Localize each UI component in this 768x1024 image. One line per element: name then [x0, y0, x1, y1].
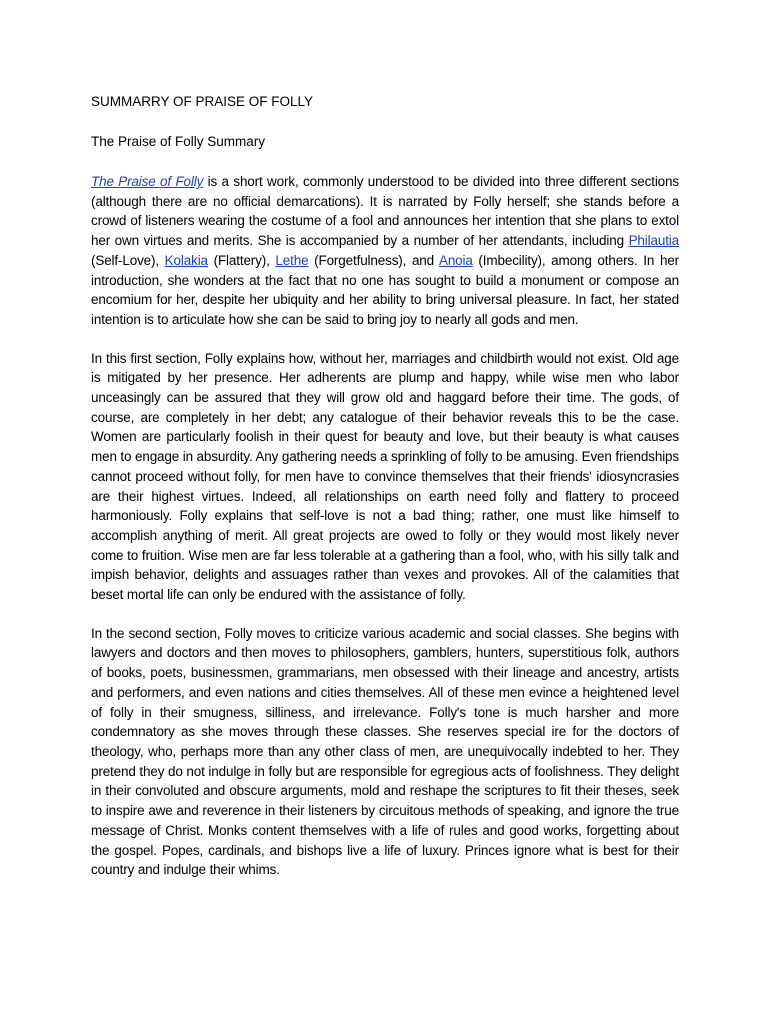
document-subtitle: The Praise of Folly Summary [91, 134, 266, 149]
paragraph-first-section: In this first section, Folly explains how, without her, marriages and childbirth would not exist. Old age is mitigated by her presence. Her adherents are plump and happy, while wise men who labor unceasingly can be assured that they will grow old and haggard before their time. The gods, of course, are completely in her debt; any catalogue of their behavior reveals this to be the case. Women are particularly foolish in their quest for beauty and love, but their beauty is what causes men to engage in absurdity. Any gathering needs a sprinkling of folly to be amusing. Even friendships cannot proceed without folly, for men have to convince themselves that their friends' idiosyncrasies are their highest virtues. Indeed, all relationships on earth need folly and flattery to proceed harmoniously. Folly explains that self-love is not a bad thing; rather, one must like himself to accomplish anything of merit. All great projects are owed to folly or they would most likely never come to fruition. Wise men are far less tolerable at a gathering than a fool, who, with his silly talk and impish behavior, delights and assuages rather than vexes and provokes. All of the calamities that beset mortal life can only be endured with the assistance of folly. [91, 350, 679, 603]
paragraph-introduction [91, 172, 679, 330]
document-page [91, 92, 679, 899]
para1-text-5: (Imbecility), among others. In her introduction, she wonders at the fact that no one has sought to build a monument or compose an encomium for her, despite her ubiquity and her ability to bring universal pleasure. In fact, her stated intention is to articulate how she can be said to bring joy to nearly all gods and men. [91, 252, 680, 327]
para1-text-3: (Flattery), [207, 252, 276, 268]
link-philautia[interactable]: Philautia [628, 233, 679, 249]
link-anoia[interactable]: Anoia [438, 252, 473, 268]
link-lethe[interactable]: Lethe [275, 252, 309, 268]
para1-text-1: is a short work, commonly understood to be divided into three different sections (although there are no official demarcations). It is narrated by Folly herself; she stands before a crowd of listeners wearing the costume of a fool and announces her intention that she plans to extol her own virtues and merits. She is accompanied by a number of her attendants, including [91, 174, 679, 249]
document-title: SUMMARRY OF PRAISE OF FOLLY [91, 94, 314, 109]
link-praise-of-folly[interactable]: The Praise of Folly [91, 174, 204, 189]
para1-text-2: (Self-Love), [91, 252, 165, 268]
paragraph-second-section: In the second section, Folly moves to criticize various academic and social classes. She begins with lawyers and doctors and then moves to philosophers, gamblers, hunters, superstitious folk, authors of books, poets, businessmen, grammarians, men obsessed with their lineage and ancestry, artists and performers, and even nations and cities themselves. All of these men evince a heightened level of folly in their smugness, silliness, and irrelevance. Folly's tone is much harsher and more condemnatory as she moves through these classes. She reserves special ire for the doctors of theology, who, perhaps more than any other class of men, are unequivocally indebted to her. They pretend they do not indulge in folly but are responsible for egregious acts of foolishness. They delight in their convoluted and obscure arguments, mold and reshape the scriptures to fit their theses, seek to inspire awe and reverence in their listeners by circuitous methods of speaking, and ignore the true message of Christ. Monks content themselves with a life of rules and good works, forgetting about the gospel. Popes, cardinals, and bishops live a life of luxury. Princes ignore what is best for their country and indulge their whims. [91, 625, 679, 878]
link-kolakia[interactable]: Kolakia [164, 252, 208, 268]
para1-text-4: (Forgetfulness), and [308, 252, 439, 268]
